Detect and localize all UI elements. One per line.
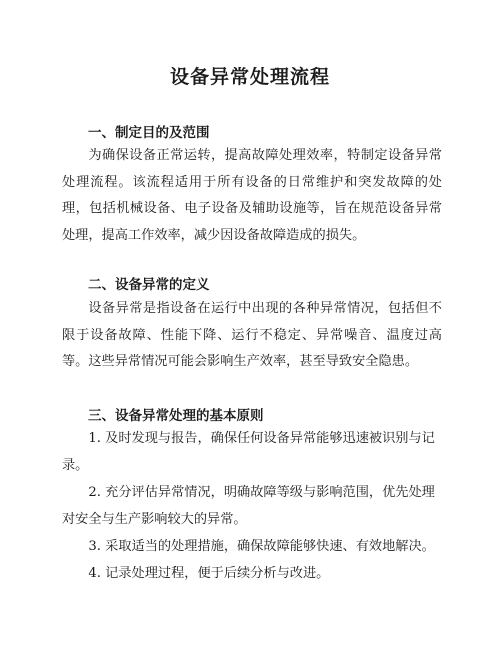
list-item: 3. 采取适当的处理措施，确保故障能够快速、有效地解决。 (88, 539, 435, 554)
document-title: 设备异常处理流程 (169, 66, 330, 88)
list-item: 2. 充分评估异常情况，明确故障等级与影响范围，优先处理对安全与生产影响较大的异常。 (62, 485, 435, 527)
section-heading-definition: 二、设备异常的定义 (88, 277, 210, 293)
list-item: 1. 及时发现与报告，确保任何设备异常能够迅速被识别与记录。 (62, 431, 435, 473)
section-heading-principles: 三、设备异常处理的基本原则 (88, 408, 264, 424)
section-paragraph-purpose: 为确保设备正常运转，提高故障处理效率，特制定设备异常处理流程。该流程适用于所有设备的日常维护和突发故障的处理，包括机械设备、电子设备及辅助设施等，旨在规范设备异常处理，提高工作效率，减少因设备故障造成的损失。 (62, 148, 442, 243)
list-item: 4. 记录处理过程，便于后续分析与改进。 (88, 566, 330, 581)
section-paragraph-definition: 设备异常是指设备在运行中出现的各种异常情况，包括但不限于设备故障、性能下降、运行不稳定、异常噪音、温度过高等。这些异常情况可能会影响生产效率，甚至导致安全隐患。 (62, 301, 442, 369)
section-heading-purpose: 一、制定目的及范围 (88, 125, 210, 141)
